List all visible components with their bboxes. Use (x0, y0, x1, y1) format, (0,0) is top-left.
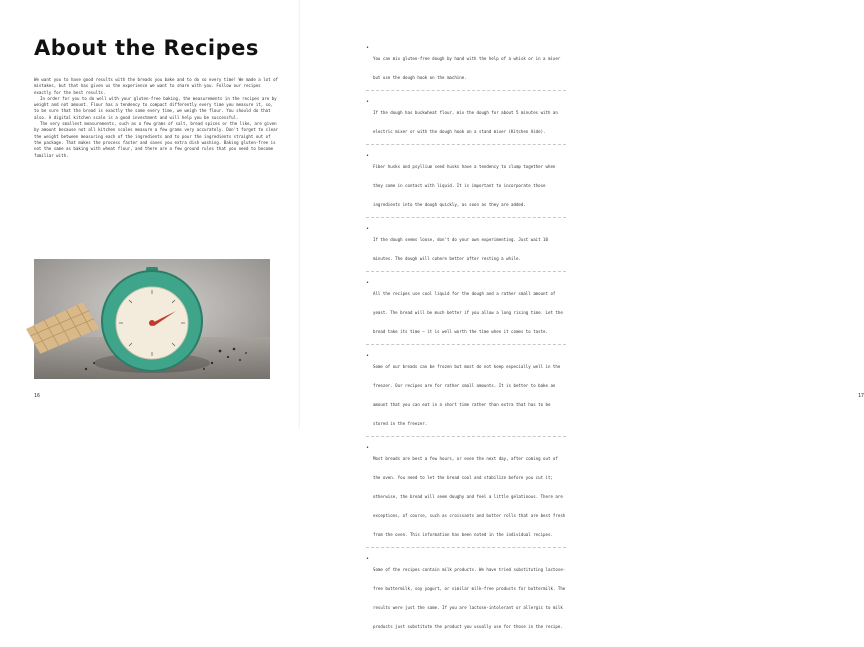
tip-text: If the dough has buckwheat flour, mix the dough for about 5 minutes with an electric mixer or with the dough hook on a stand mixer (Kitchen Aide). (373, 110, 558, 134)
intro-paragraph: We want you to have good results with the breads you bake and to do so every time! We made a lot of mistakes, but that has given us the experience we want to share with you. Follow our recipes exactly for the best results. (34, 77, 278, 95)
bullet-icon: • (366, 556, 370, 562)
bullet-icon: • (366, 280, 370, 286)
tip-text: Some of our breads can be frozen but most do not keep especially well in the freezer. Our recipes are for rather small amounts. It is better to bake an amount that you can eat in a short time rather than extra that has to be stored in the freezer. (373, 364, 561, 426)
intro-text (34, 77, 278, 159)
list-item (366, 280, 566, 345)
tip-text: You can mix gluten-free dough by hand with the help of a whisk or in a mixer but use the dough hook on the machine. (373, 56, 561, 80)
tip-text: Most breads are best a few hours, or even the next day, after coming out of the oven. You need to let the bread cool and stabilize before you cut it; otherwise, the bread will seem doughy and feel a little gelatinous. There are exceptions, of course, such as croissants and butter rolls that are best fresh from the oven. This information has been noted in the individual recipes. (373, 456, 566, 537)
list-item (366, 353, 566, 437)
bullet-icon: • (366, 153, 370, 159)
bullet-icon: • (366, 353, 370, 359)
tip-text: Some of the recipes contain milk products. We have tried substituting lactose-free buttermilk, soy yogurt, or similar milk-free products for buttermilk. The results were just the same. If you are lactose-intolerant or allergic to milk products just substitute the product you usually use for those in the recipe. (373, 567, 566, 629)
list-item (366, 445, 566, 548)
list-item (366, 556, 566, 639)
intro-paragraph: The very smallest measurements, such as a few grams of salt, bread spices or the like, are given by amount because not all kitchen scales measure a few grams very accurately. Don't forget to clear the weight between measuring each of the ingredients and to pour the ingredients straight out of the package. That makes the process faster and saves you extra dish washing. Baking gluten-free is not the same as baking with wheat flour, and there are a few ground rules that you need to become familiar with. (34, 121, 278, 158)
kitchen-timer-illustration (34, 259, 270, 379)
page-number: 17 (858, 393, 864, 399)
bullet-icon: • (366, 45, 370, 51)
tip-text: If the dough seems loose, don't do your own experimenting. Just wait 10 minutes. The dough will cohere better after resting a while. (373, 237, 548, 261)
left-page (0, 0, 300, 429)
list-item (366, 226, 566, 272)
bullet-icon: • (366, 445, 370, 451)
bullet-icon: • (366, 99, 370, 105)
page-number: 16 (34, 393, 41, 399)
kitchen-timer-photo (34, 259, 270, 379)
list-item (366, 99, 566, 145)
list-item (366, 45, 566, 91)
list-item (366, 153, 566, 218)
tip-text: Fiber husks and psyllium seed husks have a tendency to clump together when they come in contact with liquid. It is important to incorporate those ingredients into the dough quickly, as soon as they are added. (373, 164, 556, 207)
intro-paragraph: In order for you to do well with your gluten-free baking, the measurements in the recipes are by weight and not amount. Flour has a tendency to compact differently every time you measure it, so, to be sure that the bread is exactly the same every time, we weigh the flour. You should do that also. A digital kitchen scale is a good investment and will help you be successful. (34, 95, 277, 120)
tip-text: All the recipes use cool liquid for the dough and a rather small amount of yeast. The bread will be much better if you allow a long rising time. Let the bread take its time – it is well worth the time when it comes to taste. (373, 291, 563, 334)
bullet-icon: • (366, 226, 370, 232)
page-title: About the Recipes (34, 36, 259, 60)
tips-list (366, 45, 566, 647)
